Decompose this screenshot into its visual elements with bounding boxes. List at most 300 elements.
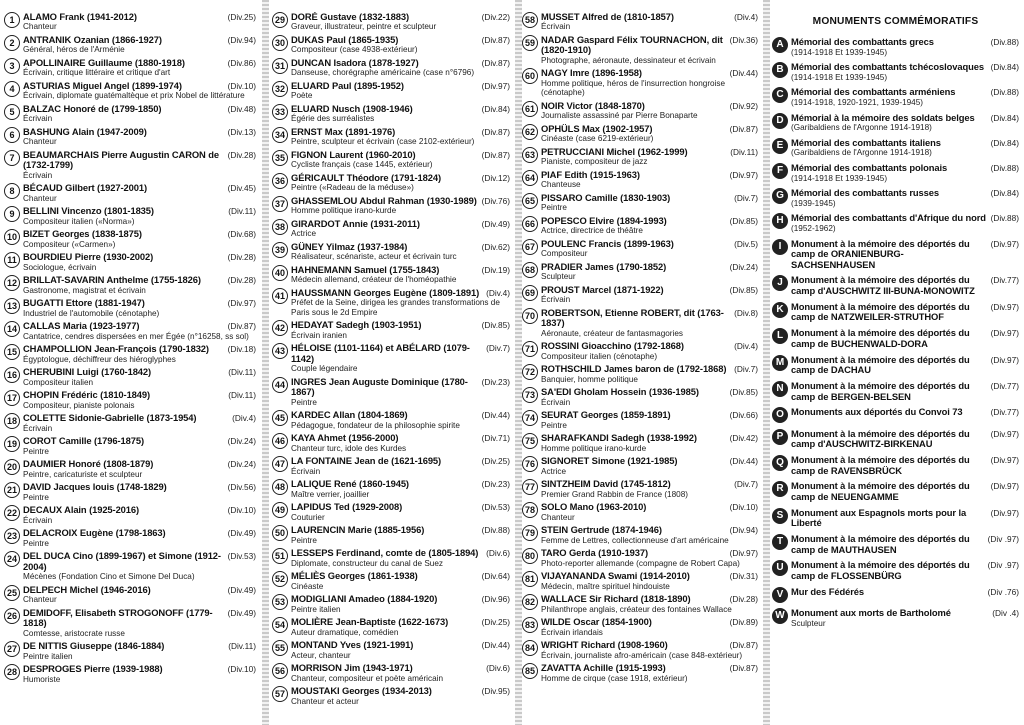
division-label: (Div.97) — [990, 507, 1019, 518]
entry-header — [791, 481, 1019, 502]
letter-badge: G — [772, 188, 788, 204]
division-label: (Div.89) — [729, 617, 758, 628]
entry-header — [541, 410, 758, 420]
burial-entry — [522, 548, 758, 568]
entry-header — [541, 502, 758, 512]
entry-body — [23, 12, 256, 32]
entry-header — [291, 640, 510, 650]
entry-header — [541, 617, 758, 627]
division-label: (Div.87) — [729, 640, 758, 651]
letter-badge: L — [772, 328, 788, 344]
letter-badge: M — [772, 355, 788, 371]
entry-name: INGRES Jean Auguste Dominique (1780-1867) — [291, 375, 468, 398]
entry-description: Couturier — [291, 512, 325, 522]
division-label: (Div.7) — [486, 343, 510, 354]
division-label: (Div.22) — [481, 12, 510, 22]
entry-name: GÉRICAULT Théodore (1791-1824) — [291, 172, 441, 183]
entry-body — [23, 81, 256, 101]
burial-entry — [272, 127, 510, 147]
number-badge: 43 — [272, 343, 288, 359]
division-label: (Div.24) — [227, 436, 256, 447]
burial-entry — [522, 387, 758, 407]
entry-header — [23, 150, 256, 171]
entry-body — [541, 124, 758, 144]
division-label: (Div.23) — [481, 376, 510, 387]
entry-description: Poète — [291, 91, 313, 101]
burial-entry — [272, 150, 510, 170]
burial-entry — [4, 298, 256, 318]
division-label: (Div.31) — [729, 571, 758, 582]
division-label: (Div.88) — [990, 37, 1019, 47]
entry-name: PETRUCCIANI Michel (1962-1999) — [541, 145, 688, 157]
entry-name: CHOPIN Frédéric (1810-1849) — [23, 389, 151, 401]
entry-header — [291, 81, 510, 91]
entry-name: Monument à la mémoire des déportés du camp de BUCHENWALD-DORA — [791, 327, 970, 349]
entry-description: Écrivain — [291, 466, 321, 476]
burial-entry — [522, 68, 758, 97]
division-label: (Div.85) — [729, 387, 758, 398]
division-label: (Div.84) — [990, 188, 1019, 199]
entry-header — [23, 275, 256, 285]
number-badge: 33 — [272, 104, 288, 120]
division-label: (Div.10) — [227, 664, 256, 675]
entry-description: Premier Grand Rabbin de France (1808) — [541, 489, 688, 499]
entry-header — [291, 571, 510, 581]
entry-name: BASHUNG Alain (1947-2009) — [23, 126, 147, 137]
entry-header — [791, 455, 1019, 476]
division-label: (Div.42) — [729, 433, 758, 444]
entry-body — [291, 81, 510, 101]
entry-name: GHASSEMLOU Abdul Rahman (1930-1989) — [291, 195, 477, 206]
division-label: (Div.28) — [227, 275, 256, 286]
entry-header — [791, 508, 1019, 529]
entry-body — [541, 262, 758, 282]
number-badge: 57 — [272, 686, 288, 702]
entry-header — [23, 35, 256, 45]
division-label: (Div.4) — [232, 413, 256, 424]
division-label: (Div.4) — [734, 341, 758, 352]
number-badge: 13 — [4, 298, 20, 314]
entry-body — [791, 455, 1019, 476]
entry-body — [291, 410, 510, 430]
division-label: (Div.85) — [729, 284, 758, 295]
division-label: (Div.10) — [227, 81, 256, 91]
entry-name: ELUARD Nusch (1908-1946) — [291, 103, 413, 114]
entry-name: ELUARD Paul (1895-1952) — [291, 80, 404, 91]
entry-header — [291, 242, 510, 252]
number-badge: 63 — [522, 147, 538, 163]
entry-body — [541, 341, 758, 361]
entry-name: Monument à la mémoire des déportés du camp de DACHAU — [791, 353, 970, 376]
entry-header — [791, 328, 1019, 349]
entry-description: Compositeur, pianiste polonais — [23, 400, 135, 410]
division-label: (Div.25) — [227, 12, 256, 22]
burial-entry — [272, 617, 510, 637]
entry-body — [23, 35, 256, 55]
entry-name: HAHNEMANN Samuel (1755-1843) — [291, 264, 440, 275]
entry-header — [291, 196, 510, 206]
entry-body — [541, 239, 758, 259]
entry-name: PISSARO Camille (1830-1903) — [541, 191, 671, 203]
division-label: (Div.44) — [729, 456, 758, 467]
monument-entry — [772, 302, 1019, 323]
entry-name: DECAUX Alain (1925-2016) — [23, 504, 140, 516]
entry-body — [791, 62, 1019, 82]
number-badge: 53 — [272, 594, 288, 610]
burial-entry — [272, 525, 510, 545]
entry-name: DE NITTIS Giuseppe (1846-1884) — [23, 640, 165, 652]
burial-entry — [522, 308, 758, 338]
entry-header — [541, 124, 758, 134]
entry-header — [291, 35, 510, 45]
division-label: (Div.76) — [481, 196, 510, 206]
entry-description: Peintre — [23, 492, 49, 502]
entry-header — [291, 104, 510, 114]
entry-header — [291, 548, 510, 558]
burial-entry — [522, 341, 758, 361]
entry-description: Écrivain — [23, 515, 53, 525]
number-badge: 36 — [272, 173, 288, 189]
entry-name: Monument à la mémoire des déportés du camp de NATZWEILER-STRUTHOF — [791, 300, 970, 323]
division-label: (Div.10) — [227, 505, 256, 516]
entry-name: Monuments aux déportés du Convoi 73 — [791, 406, 963, 418]
burial-entry — [4, 390, 256, 410]
burial-entry — [522, 239, 758, 259]
burial-entry — [522, 571, 758, 591]
division-label: (Div.62) — [481, 242, 510, 252]
entry-header — [541, 35, 758, 56]
entry-body — [291, 479, 510, 499]
burial-entry — [272, 594, 510, 614]
entry-name: Mémorial des combattants arméniens — [791, 86, 956, 98]
entry-description: Chanteur — [23, 193, 57, 203]
entry-description: Sculpteur — [541, 272, 576, 282]
division-label: (Div.97) — [990, 238, 1019, 249]
number-badge: 11 — [4, 252, 20, 268]
entry-body — [291, 127, 510, 147]
entry-body — [541, 147, 758, 167]
entry-name: CHERUBINI Luigi (1760-1842) — [23, 366, 152, 378]
entry-body — [291, 594, 510, 614]
number-badge: 80 — [522, 548, 538, 564]
number-badge: 30 — [272, 35, 288, 51]
number-badge: 8 — [4, 183, 20, 199]
entry-description: (Garibaldiens de l'Argonne 1914-1918) — [791, 123, 932, 133]
entry-name: WRIGHT Richard (1908-1960) — [541, 639, 668, 651]
entry-body — [291, 173, 510, 193]
entry-description: Homme politique irano-kurde — [541, 443, 647, 453]
entry-description: Journaliste assassiné par Pierre Bonaparte — [541, 111, 698, 121]
number-badge: 1 — [4, 12, 20, 28]
number-badge: 72 — [522, 364, 538, 380]
monuments-title: MONUMENTS COMMÉMORATIFS — [812, 16, 979, 27]
burial-entry — [272, 104, 510, 124]
division-label: (Div.87) — [227, 321, 256, 332]
entry-header — [291, 219, 510, 229]
entry-header — [541, 525, 758, 535]
entry-name: BALZAC Honoré de (1799-1850) — [23, 103, 162, 114]
entry-name: PROUST Marcel (1871-1922) — [541, 283, 664, 295]
number-badge: 40 — [272, 265, 288, 281]
division-label: (Div .97) — [987, 560, 1019, 571]
burial-entry — [522, 12, 758, 32]
entry-body — [291, 640, 510, 660]
entry-body — [541, 216, 758, 236]
entry-description: Graveur, illustrateur, peintre et sculpteur — [291, 22, 437, 32]
entry-header — [541, 308, 758, 329]
number-badge: 23 — [4, 528, 20, 544]
division-label: (Div.92) — [729, 100, 758, 111]
entry-body — [791, 508, 1019, 529]
letter-badge: T — [772, 534, 788, 550]
entry-name: MORRISON Jim (1943-1971) — [291, 662, 413, 674]
number-badge: 56 — [272, 663, 288, 679]
entry-header — [541, 663, 758, 673]
letter-badge: H — [772, 213, 788, 229]
monument-entry — [772, 62, 1019, 82]
entry-description: Peintre — [541, 203, 567, 213]
entry-header — [291, 410, 510, 420]
entry-body — [541, 308, 758, 338]
entry-name: DUNCAN Isadora (1878-1927) — [291, 57, 419, 68]
entry-name: Monument à la mémoire des déportés du camp de BERGEN-BELSEN — [791, 379, 970, 402]
division-label: (Div.28) — [729, 594, 758, 605]
entry-description: Écrivain, diplomate guatémaltèque et prix Nobel de littérature — [23, 91, 245, 101]
burial-entry — [4, 321, 256, 341]
number-badge: 64 — [522, 170, 538, 186]
entry-header — [291, 663, 510, 673]
number-badge: 20 — [4, 459, 20, 475]
letter-badge: N — [772, 381, 788, 397]
burial-entry — [4, 12, 256, 32]
division-label: (Div.87) — [729, 123, 758, 134]
burial-entry — [4, 229, 256, 249]
entry-name: Monument à la mémoire des déportés du camp de MAUTHAUSEN — [791, 533, 970, 555]
monument-entry — [772, 381, 1019, 402]
entry-header — [291, 686, 510, 696]
monument-entry — [772, 213, 1019, 233]
burial-entry — [522, 193, 758, 213]
division-label: (Div.88) — [990, 162, 1019, 173]
entry-name: HEDAYAT Sadegh (1903-1951) — [291, 319, 422, 331]
number-badge: 14 — [4, 321, 20, 337]
entry-header — [291, 320, 510, 330]
letter-badge: K — [772, 302, 788, 318]
burial-entry — [272, 35, 510, 55]
entry-description: Peintre — [291, 535, 317, 545]
number-badge: 2 — [4, 35, 20, 51]
entry-body — [791, 138, 1019, 158]
entry-header — [291, 594, 510, 604]
division-label: (Div.7) — [734, 479, 758, 490]
division-label: (Div.7) — [734, 192, 758, 203]
entry-description: Égyptologue, déchiffreur des hiéroglyphes — [23, 354, 176, 364]
burial-entry — [4, 551, 256, 581]
entry-name: BUGATTI Ettore (1881-1947) — [23, 297, 145, 309]
column-divider — [262, 0, 269, 725]
entry-description: Danseuse, chorégraphe américaine (case n°6796) — [291, 68, 475, 78]
burial-entry — [522, 101, 758, 121]
division-label: (Div.24) — [729, 261, 758, 272]
division-label: (Div.11) — [228, 641, 256, 652]
entry-description: Homme de cirque (case 1918, extérieur) — [541, 673, 688, 683]
entry-name: Monument aux Espagnols morts pour la Liberté — [791, 506, 967, 529]
burial-entry — [4, 183, 256, 203]
entry-header — [541, 68, 758, 78]
entry-header — [791, 560, 1019, 581]
entry-header — [291, 502, 510, 512]
entry-name: DORÉ Gustave (1832-1883) — [291, 12, 409, 22]
entry-name: MÉLIÈS Georges (1861-1938) — [291, 570, 418, 582]
division-label: (Div.88) — [990, 87, 1019, 98]
division-label: (Div.24) — [227, 459, 256, 470]
division-label: (Div.66) — [729, 410, 758, 421]
entry-header — [791, 213, 1019, 224]
column-notables-2 — [272, 12, 510, 720]
entry-body — [791, 37, 1019, 57]
entry-name: MODIGLIANI Amadeo (1884-1920) — [291, 593, 438, 605]
entry-header — [791, 87, 1019, 98]
entry-description: Sculpteur — [791, 618, 826, 628]
entry-name: DELACROIX Eugène (1798-1863) — [23, 527, 166, 539]
burial-entry — [272, 242, 510, 262]
entry-body — [291, 104, 510, 124]
division-label: (Div.97) — [729, 548, 758, 559]
number-badge: 15 — [4, 344, 20, 360]
burial-entry — [522, 433, 758, 453]
entry-header — [541, 216, 758, 226]
number-badge: 77 — [522, 479, 538, 495]
division-label: (Div.4) — [486, 288, 510, 298]
entry-header — [23, 585, 256, 595]
burial-entry — [272, 410, 510, 430]
burial-entry — [4, 585, 256, 605]
entry-name: COROT Camille (1796-1875) — [23, 435, 144, 447]
monument-entry — [772, 355, 1019, 376]
entry-description: Auteur dramatique, comédien — [291, 627, 399, 637]
entry-description: Comtesse, aristocrate russe — [23, 628, 125, 638]
entry-name: Mémorial des combattants grecs — [791, 36, 934, 47]
entry-body — [791, 163, 1019, 183]
division-label: (Div.71) — [481, 433, 510, 444]
entry-name: ZAVATTA Achille (1915-1993) — [541, 662, 666, 674]
monument-entry — [772, 508, 1019, 529]
entry-header — [23, 413, 256, 423]
division-label: (Div.12) — [481, 173, 510, 183]
entry-name: LAURENCIN Marie (1885-1956) — [291, 524, 425, 536]
burial-entry — [272, 548, 510, 568]
entry-body — [23, 459, 256, 479]
entry-header — [23, 183, 256, 193]
burial-entry — [522, 525, 758, 545]
column-divider — [763, 0, 770, 725]
entry-body — [291, 663, 510, 683]
division-label: (Div.44) — [729, 68, 758, 79]
number-badge: 51 — [272, 548, 288, 564]
entry-body — [291, 617, 510, 637]
number-badge: 54 — [272, 617, 288, 633]
entry-name: ROBERTSON, Etienne ROBERT, dit (1763-1837) — [541, 306, 724, 329]
entry-name: SEURAT Georges (1859-1891) — [541, 409, 671, 421]
number-badge: 46 — [272, 433, 288, 449]
monument-entry — [772, 87, 1019, 107]
burial-entry — [522, 617, 758, 637]
number-badge: 76 — [522, 456, 538, 472]
division-label: (Div.77) — [990, 380, 1019, 391]
entry-body — [291, 150, 510, 170]
entry-description: Écrivain — [541, 22, 571, 32]
entry-body — [791, 328, 1019, 349]
entry-header — [291, 343, 510, 364]
entry-name: SA'EDI Gholam Hossein (1936-1985) — [541, 386, 699, 398]
entry-description: Écrivain, critique littéraire et critique d'art — [23, 68, 171, 78]
burial-entry — [522, 35, 758, 65]
division-label: (Div.84) — [481, 104, 510, 114]
entry-header — [23, 252, 256, 262]
burial-entry — [272, 219, 510, 239]
entry-name: LA FONTAINE Jean de (1621-1695) — [291, 455, 442, 467]
burial-entry — [4, 459, 256, 479]
entry-description: Écrivain — [541, 295, 571, 305]
entry-name: ERNST Max (1891-1976) — [291, 126, 396, 137]
division-label: (Div.44) — [481, 410, 510, 421]
entry-header — [291, 377, 510, 398]
burial-entry — [272, 377, 510, 407]
entry-name: VIJAYANANDA Swami (1914-2010) — [541, 570, 690, 582]
entry-header — [23, 367, 256, 377]
entry-name: DESPROGES Pierre (1939-1988) — [23, 663, 163, 675]
entry-name: COLETTE Sidonie-Gabrielle (1873-1954) — [23, 412, 197, 424]
entry-header — [541, 147, 758, 157]
burial-entry — [522, 640, 758, 660]
division-label: (Div.28) — [227, 150, 256, 160]
entry-body — [23, 641, 256, 661]
entry-name: DAVID Jacques louis (1748-1829) — [23, 481, 167, 493]
entry-description: Acteur, chanteur — [291, 650, 351, 660]
entry-header — [791, 275, 1019, 296]
entry-header — [23, 344, 256, 354]
entry-description: Humoriste — [23, 674, 61, 684]
entry-name: NAGY Imre (1896-1958) — [541, 67, 642, 79]
entry-header — [23, 505, 256, 515]
division-label: (Div.87) — [481, 35, 510, 45]
burial-entry — [4, 436, 256, 456]
entry-header — [791, 113, 1019, 124]
division-label: (Div.13) — [227, 127, 256, 137]
entry-header — [541, 193, 758, 203]
entry-body — [291, 686, 510, 706]
division-label: (Div.45) — [227, 183, 256, 194]
division-label: (Div.11) — [228, 367, 256, 378]
entry-name: GÜNEY Yilmaz (1937-1984) — [291, 241, 408, 252]
division-label: (Div.97) — [990, 481, 1019, 492]
entry-body — [23, 664, 256, 684]
entry-header — [791, 302, 1019, 323]
division-label: (Div.19) — [481, 265, 510, 275]
entry-name: KAYA Ahmet (1956-2000) — [291, 432, 399, 444]
division-label: (Div.56) — [227, 482, 256, 493]
entry-body — [291, 343, 510, 373]
entry-header — [541, 170, 758, 180]
entry-header — [23, 81, 256, 91]
monument-entry — [772, 455, 1019, 476]
entry-body — [23, 551, 256, 581]
entry-name: WALLACE Sir Richard (1818-1890) — [541, 593, 691, 605]
entry-header — [791, 587, 1019, 598]
entry-description: Écrivain irlandais — [541, 627, 603, 637]
entry-name: ASTURIAS Miguel Angel (1899-1974) — [23, 80, 182, 91]
entry-header — [23, 641, 256, 651]
